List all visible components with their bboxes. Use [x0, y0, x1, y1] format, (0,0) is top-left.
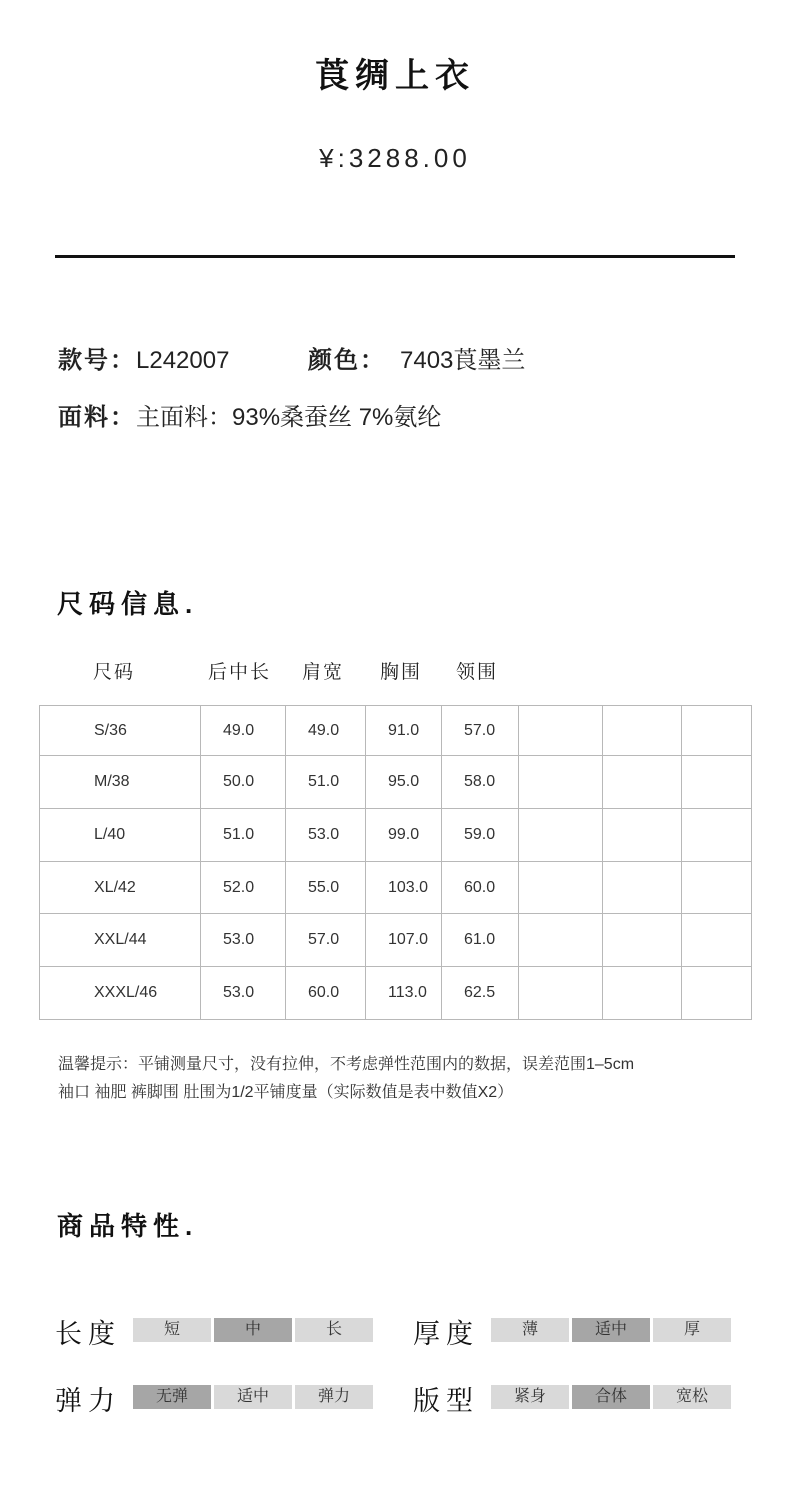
elasticity-label: 弹力	[55, 1386, 121, 1416]
thickness-option: 厚	[653, 1318, 731, 1342]
measure-cell: 91.0	[366, 706, 442, 756]
measure-cell: 103.0	[366, 862, 442, 914]
fabric-value: 主面料：93%桑蚕丝 7%氨纶	[136, 404, 442, 431]
measure-cell: 51.0	[286, 756, 366, 809]
measure-cell: 49.0	[286, 706, 366, 756]
empty-cell	[682, 967, 752, 1020]
style-number-row	[58, 340, 229, 375]
header-collar: 领围	[456, 662, 499, 683]
measure-cell: 57.0	[286, 914, 366, 967]
measure-cell: 60.0	[442, 862, 519, 914]
elasticity-option: 无弹	[133, 1385, 211, 1409]
header-back-length: 后中长	[208, 662, 272, 683]
table-row	[40, 862, 752, 914]
fit-option: 紧身	[491, 1385, 569, 1409]
size-cell: L/40	[40, 809, 201, 862]
empty-cell	[603, 967, 682, 1020]
fit-option: 合体	[572, 1385, 650, 1409]
size-cell: XL/42	[40, 862, 201, 914]
size-note-line1: 温馨提示：平铺测量尺寸，没有拉伸，不考虑弹性范围内的数据，误差范围1–5cm	[58, 1056, 635, 1073]
empty-cell	[519, 862, 603, 914]
empty-cell	[603, 756, 682, 809]
measure-cell: 60.0	[286, 967, 366, 1020]
length-label: 长度	[55, 1319, 121, 1349]
size-section-title: 尺码信息.	[57, 589, 199, 619]
fit-label: 版型	[413, 1386, 479, 1416]
elasticity-option: 适中	[214, 1385, 292, 1409]
measure-cell: 59.0	[442, 809, 519, 862]
product-title: 莨绸上衣	[315, 57, 475, 95]
product-price: ¥:3288.00	[319, 143, 471, 173]
style-number-label: 款号：	[58, 347, 136, 374]
size-cell: S/36	[40, 706, 201, 756]
size-table	[39, 705, 752, 1020]
length-option: 短	[133, 1318, 211, 1342]
empty-cell	[603, 862, 682, 914]
size-cell: M/38	[40, 756, 201, 809]
size-cell: XXXL/46	[40, 967, 201, 1020]
empty-cell	[682, 862, 752, 914]
measure-cell: 58.0	[442, 756, 519, 809]
empty-cell	[682, 809, 752, 862]
elasticity-option: 弹力	[295, 1385, 373, 1409]
measure-cell: 55.0	[286, 862, 366, 914]
length-option: 中	[214, 1318, 292, 1342]
measure-cell: 51.0	[201, 809, 286, 862]
empty-cell	[519, 914, 603, 967]
measure-cell: 53.0	[201, 967, 286, 1020]
measure-cell: 53.0	[286, 809, 366, 862]
measure-cell: 99.0	[366, 809, 442, 862]
color-label: 颜色：	[308, 347, 386, 374]
measure-cell: 52.0	[201, 862, 286, 914]
measure-cell: 61.0	[442, 914, 519, 967]
empty-cell	[603, 706, 682, 756]
color-value: 7403莨墨兰	[400, 347, 526, 374]
thickness-option: 适中	[572, 1318, 650, 1342]
header-chest: 胸围	[380, 662, 423, 683]
fit-option: 宽松	[653, 1385, 731, 1409]
header-size: 尺码	[93, 662, 136, 683]
measure-cell: 62.5	[442, 967, 519, 1020]
empty-cell	[603, 914, 682, 967]
measure-cell: 57.0	[442, 706, 519, 756]
color-row	[308, 340, 525, 375]
table-row	[40, 706, 752, 756]
fabric-row	[58, 397, 441, 432]
measure-cell: 49.0	[201, 706, 286, 756]
table-row	[40, 967, 752, 1020]
empty-cell	[519, 706, 603, 756]
table-row	[40, 756, 752, 809]
style-number-value: L242007	[136, 347, 230, 374]
size-cell: XXL/44	[40, 914, 201, 967]
empty-cell	[519, 809, 603, 862]
empty-cell	[603, 809, 682, 862]
thickness-label: 厚度	[413, 1319, 479, 1349]
measure-cell: 113.0	[366, 967, 442, 1020]
length-option: 长	[295, 1318, 373, 1342]
empty-cell	[519, 967, 603, 1020]
empty-cell	[519, 756, 603, 809]
measure-cell: 107.0	[366, 914, 442, 967]
measure-cell: 50.0	[201, 756, 286, 809]
empty-cell	[682, 706, 752, 756]
empty-cell	[682, 914, 752, 967]
features-title: 商品特性.	[57, 1211, 199, 1241]
divider	[55, 255, 735, 258]
table-row	[40, 914, 752, 967]
table-row	[40, 809, 752, 862]
fabric-label: 面料：	[58, 404, 136, 431]
thickness-option: 薄	[491, 1318, 569, 1342]
size-note-line2: 袖口 袖肥 裤脚围 肚围为1/2平铺度量（实际数值是表中数值X2）	[58, 1084, 514, 1101]
measure-cell: 53.0	[201, 914, 286, 967]
empty-cell	[682, 756, 752, 809]
header-shoulder: 肩宽	[302, 662, 345, 683]
measure-cell: 95.0	[366, 756, 442, 809]
